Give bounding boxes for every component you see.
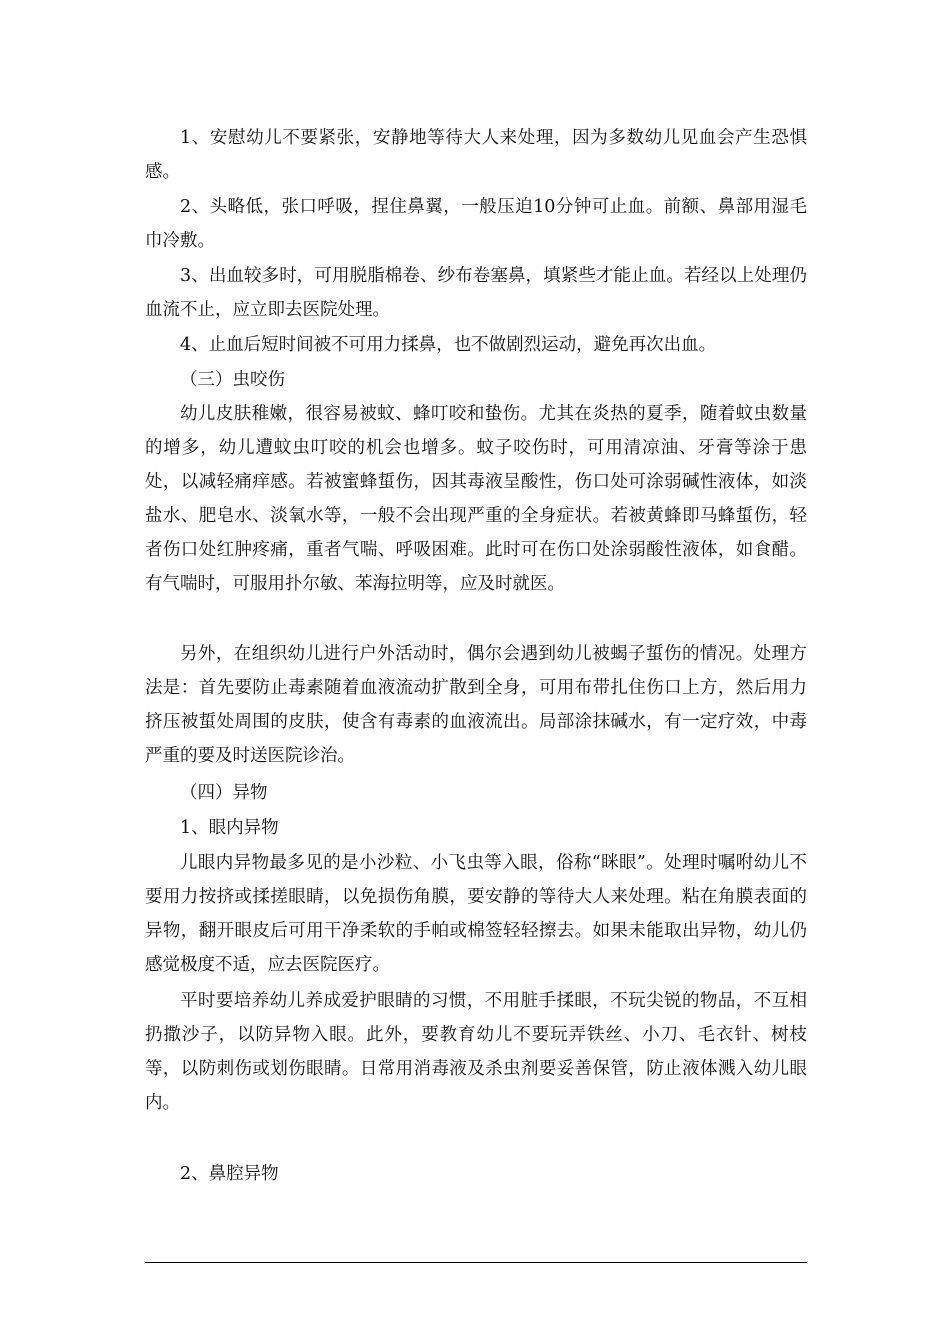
section-heading-insect-bites: （三）虫咬伤 xyxy=(180,370,285,390)
paragraph-nosebleed-step-2: 2、头略低，张口呼吸，捏住鼻翼，一般压迫10分钟可止血。前额、鼻部用湿毛巾冷敷。 xyxy=(145,197,807,251)
subheading-eye-foreign-body: 1、眼内异物 xyxy=(180,818,279,838)
footer-rule xyxy=(145,1262,807,1263)
section-heading-foreign-body: （四）异物 xyxy=(180,783,268,803)
paragraph-eye-protection: 平时要培养幼儿养成爱护眼睛的习惯，不用脏手揉眼，不玩尖锐的物品，不互相扔撒沙子，以防异物入眼。此外，要教育幼儿不要玩弄铁丝、小刀、毛衣针、树枝等，以防刺伤或划伤眼睛。日常用消毒液及杀虫剂要妥善保管，防止液体溅入幼儿眼内。 xyxy=(145,991,807,1113)
subheading-nasal-foreign-body: 2、鼻腔异物 xyxy=(180,1164,279,1184)
paragraph-insect-bites: 幼儿皮肤稚嫩，很容易被蚊、蜂叮咬和蛰伤。尤其在炎热的夏季，随着蚊虫数量的增多，幼儿遭蚊虫叮咬的机会也增多。蚊子咬伤时，可用清凉油、牙膏等涂于患处，以减轻痛痒感。若被蜜蜂蜇伤，因其毒液呈酸性，伤口处可涂弱碱性液体，如淡盐水、肥皂水、淡氧水等，一般不会出现严重的全身症状。若被黄蜂即马蜂蜇伤，轻者伤口处红肿疼痛，重者气喘、呼吸困难。此时可在伤口处涂弱酸性液体，如食醋。有气喘时，可服用扑尔敏、苯海拉明等，应及时就医。 xyxy=(145,404,807,594)
paragraph-nosebleed-step-4: 4、止血后短时间被不可用力揉鼻，也不做剧烈运动，避免再次出血。 xyxy=(180,335,717,355)
paragraph-nosebleed-step-1: 1、安慰幼儿不要紧张，安静地等待大人来处理，因为多数幼儿见血会产生恐惧感。 xyxy=(145,128,807,182)
paragraph-eye-foreign-body: 儿眼内异物最多见的是小沙粒、小飞虫等入眼，俗称“眯眼”。处理时嘱咐幼儿不要用力按挤或揉搓眼睛，以免损伤角膜，要安静的等待大人来处理。粘在角膜表面的异物，翻开眼皮后可用干净柔软的手帕或棉签轻轻擦去。如果未能取出异物，幼儿仍感觉极度不适，应去医院医疗。 xyxy=(145,853,807,975)
paragraph-scorpion-sting: 另外，在组织幼儿进行户外活动时，偶尔会遇到幼儿被蝎子蜇伤的情况。处理方法是：首先要防止毒素随着血液流动扩散到全身，可用布带扎住伤口上方，然后用力挤压被蜇处周围的皮肤，使含有毒素的血液流出。局部涂抹碱水，有一定疗效，中毒严重的要及时送医院诊治。 xyxy=(145,644,807,766)
paragraph-nosebleed-step-3: 3、出血较多时，可用脱脂棉卷、纱布卷塞鼻，填紧些才能止血。若经以上处理仍血流不止，应立即去医院处理。 xyxy=(145,266,807,320)
